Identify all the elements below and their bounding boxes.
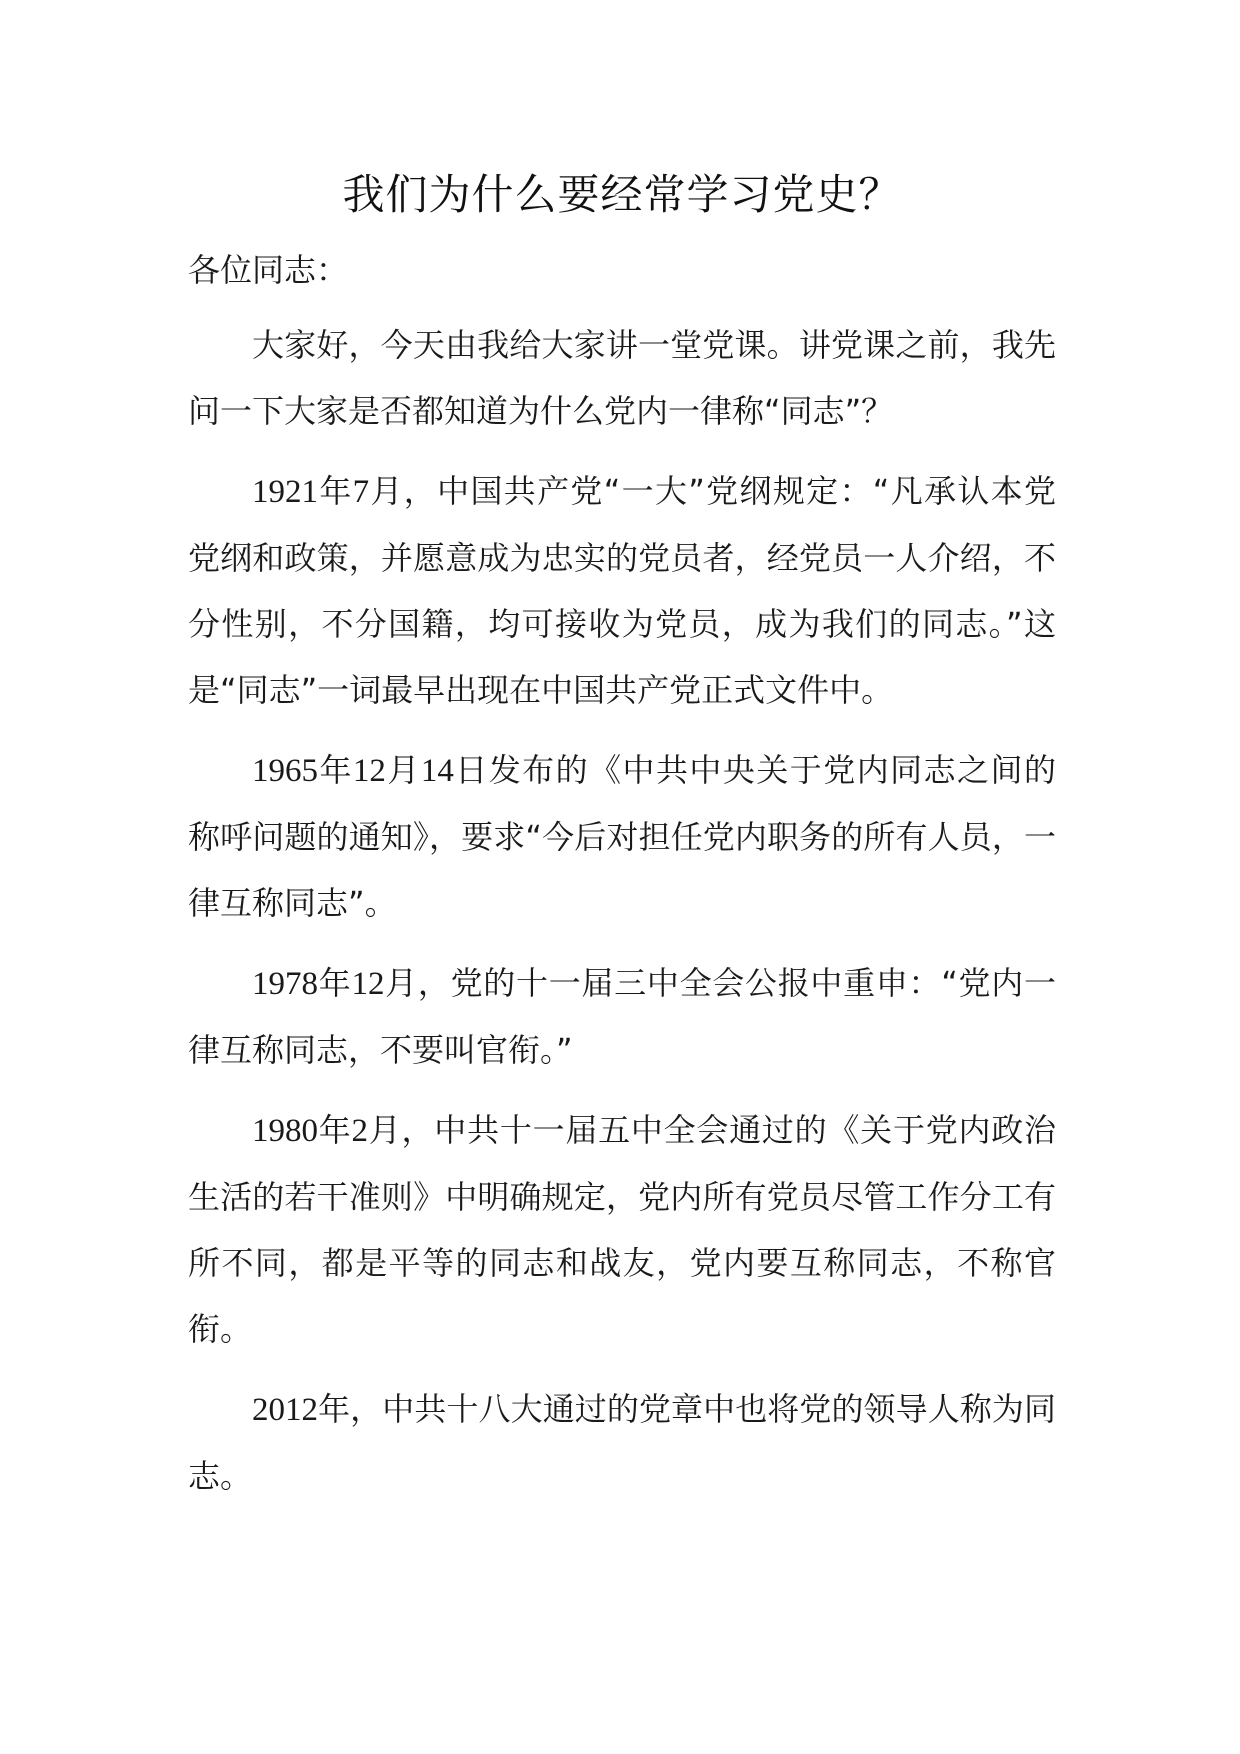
number-text: 1980 [252,1113,318,1149]
paragraph-2012: 2012年，中共十八大通过的党章中也将党的领导人称为同志。 [188,1390,1056,1495]
paragraph-intro: 大家好，今天由我给大家讲一堂党课。讲党课之前，我先问一下大家是否都知道为什么党内一律称“同志”？ [188,326,1056,430]
number-text: 1921 [252,474,318,510]
number-text: 2 [351,1113,369,1149]
number-text: 12 [352,753,386,789]
salutation: 各位同志： [188,251,349,289]
paragraph-1980: 1980年2月，中共十一届五中全会通过的《关于党内政治生活的若干准则》中明确规定，党内所有党员尽管工作分工有所不同，都是平等的同志和战友，党内要互称同志，不称官衔。 [188,1111,1056,1348]
number-text: 2012 [252,1392,318,1428]
paragraph-1978: 1978年12月，党的十一届三中全会公报中重申：“党内一律互称同志，不要叫官衔。” [188,964,1056,1069]
document-body [188,160,1056,1509]
number-text: 12 [351,966,385,1002]
paragraph-1965: 1965年12月14日发布的《中共中央关于党内同志之间的称呼问题的通知》，要求“今后对担任党内职务的所有人员，一律互称同志”。 [188,751,1056,922]
number-text: 1978 [252,966,318,1002]
paragraph-1921: 1921年7月，中国共产党“一大”党纲规定：“凡承认本党党纲和政策，并愿意成为忠实的党员者，经党员一人介绍，不分性别，不分国籍，均可接收为党员，成为我们的同志。”这是“同志”一词最早出现在中国共产党正式文件中。 [188,472,1056,709]
number-text: 7 [352,474,370,510]
number-text: 14 [420,753,454,789]
document-title: 我们为什么要经常学习党史？ [342,170,902,219]
number-text: 1965 [252,753,318,789]
